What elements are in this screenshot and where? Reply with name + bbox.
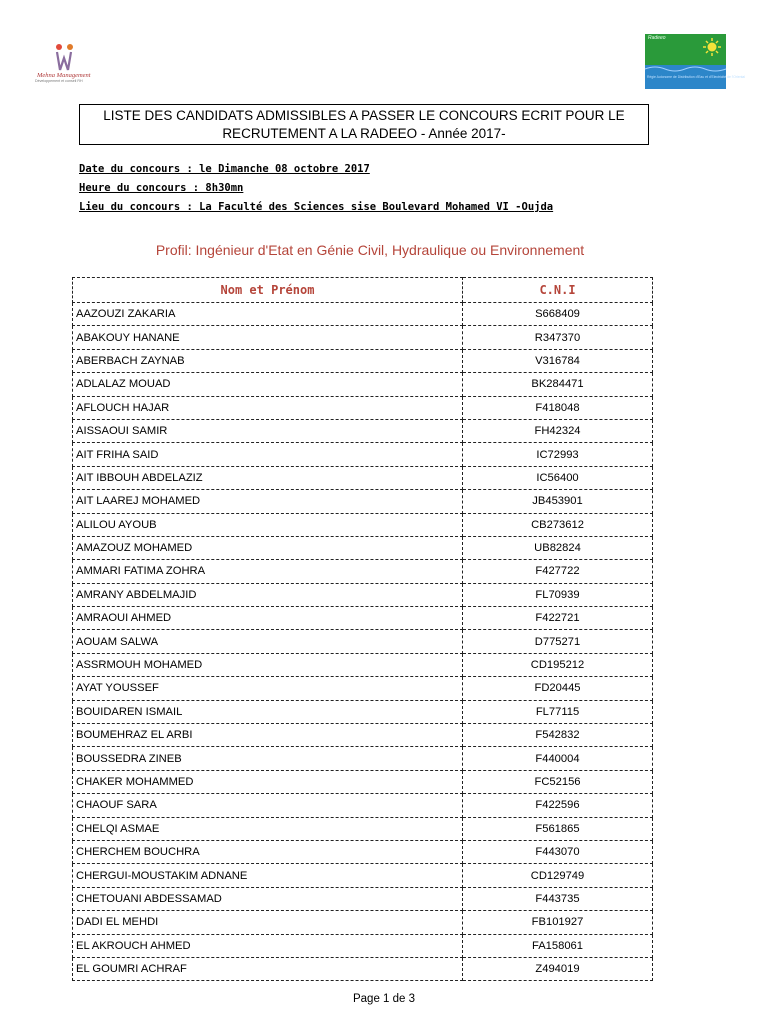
table-row — [73, 724, 653, 747]
candidate-cni: R347370 — [463, 326, 653, 349]
candidate-name: ASSRMOUH MOHAMED — [73, 653, 463, 676]
candidate-cni: FC52156 — [463, 770, 653, 793]
title-box — [79, 104, 649, 145]
figure-m-icon — [33, 42, 93, 72]
candidate-name: BOUMEHRAZ EL ARBI — [73, 724, 463, 747]
candidate-name: AIT FRIHA SAID — [73, 443, 463, 466]
candidate-name: AMRAOUI AHMED — [73, 607, 463, 630]
table-row — [73, 840, 653, 863]
table-row — [73, 887, 653, 910]
radeeo-logo — [645, 34, 746, 89]
candidate-cni: D775271 — [463, 630, 653, 653]
candidate-name: AAZOUZI ZAKARIA — [73, 303, 463, 326]
candidate-cni: Z494019 — [463, 957, 653, 980]
candidate-cni: F443735 — [463, 887, 653, 910]
candidate-name: AIT IBBOUH ABDELAZIZ — [73, 466, 463, 489]
candidate-name: CHERCHEM BOUCHRA — [73, 840, 463, 863]
candidate-cni: IC56400 — [463, 466, 653, 489]
candidate-cni: FD20445 — [463, 677, 653, 700]
candidate-name: EL GOUMRI ACHRAF — [73, 957, 463, 980]
sun-icon — [645, 34, 726, 65]
candidate-name: BOUIDAREN ISMAIL — [73, 700, 463, 723]
candidate-cni: F443070 — [463, 840, 653, 863]
table-row — [73, 466, 653, 489]
candidate-cni: F542832 — [463, 724, 653, 747]
candidate-name: CHAOUF SARA — [73, 794, 463, 817]
candidate-cni: CB273612 — [463, 513, 653, 536]
candidate-name: DADI EL MEHDI — [73, 911, 463, 934]
candidate-name: AMAZOUZ MOHAMED — [73, 536, 463, 559]
candidates-table-body — [73, 303, 653, 981]
candidate-name: AFLOUCH HAJAR — [73, 396, 463, 419]
table-row — [73, 677, 653, 700]
table-row — [73, 911, 653, 934]
candidate-name: AOUAM SALWA — [73, 630, 463, 653]
table-row — [73, 700, 653, 723]
table-row — [73, 794, 653, 817]
candidate-name: CHELQI ASMAE — [73, 817, 463, 840]
left-logo-name: Mehna Management — [37, 72, 91, 79]
header-name: Nom et Prénom — [73, 278, 463, 303]
candidate-cni: IC72993 — [463, 443, 653, 466]
candidate-name: CHAKER MOHAMMED — [73, 770, 463, 793]
candidate-cni: BK284471 — [463, 373, 653, 396]
table-header-row — [73, 278, 653, 303]
candidate-name: ALILOU AYOUB — [73, 513, 463, 536]
candidate-name: CHETOUANI ABDESSAMAD — [73, 887, 463, 910]
candidate-cni: FH42324 — [463, 419, 653, 442]
candidate-cni: JB453901 — [463, 490, 653, 513]
candidate-cni: FB101927 — [463, 911, 653, 934]
document-title: LISTE DES CANDIDATS ADMISSIBLES A PASSER LE CONCOURS ECRIT POUR LE RECRUTEMENT A LA RADEEO - Année 2017- — [103, 107, 625, 141]
table-row — [73, 560, 653, 583]
header-cni: C.N.I — [463, 278, 653, 303]
table-row — [73, 326, 653, 349]
table-row — [73, 349, 653, 372]
page-number: Page 1 de 3 — [352, 993, 416, 1005]
table-row — [73, 490, 653, 513]
candidate-cni: F440004 — [463, 747, 653, 770]
candidate-name: ABAKOUY HANANE — [73, 326, 463, 349]
table-row — [73, 419, 653, 442]
radeeo-logo-top — [645, 34, 726, 65]
candidate-name: AMRANY ABDELMAJID — [73, 583, 463, 606]
candidate-name: AISSAOUI SAMIR — [73, 419, 463, 442]
candidate-cni: F427722 — [463, 560, 653, 583]
candidate-name: ADLALAZ MOUAD — [73, 373, 463, 396]
right-logo-subtitle: Régie Autonome de Distribution d'Eau et d'Electricité de l'Oriental — [647, 75, 746, 79]
candidate-name: AYAT YOUSSEF — [73, 677, 463, 700]
table-row — [73, 513, 653, 536]
table-row — [73, 443, 653, 466]
table-row — [73, 607, 653, 630]
table-row — [73, 934, 653, 957]
candidate-name: ABERBACH ZAYNAB — [73, 349, 463, 372]
candidate-cni: F561865 — [463, 817, 653, 840]
candidate-name: AIT LAAREJ MOHAMED — [73, 490, 463, 513]
table-row — [73, 536, 653, 559]
candidate-cni: CD129749 — [463, 864, 653, 887]
candidate-name: CHERGUI-MOUSTAKIM ADNANE — [73, 864, 463, 887]
exam-time: Heure du concours : 8h30mn — [79, 182, 244, 194]
candidate-cni: FL70939 — [463, 583, 653, 606]
candidate-name: BOUSSEDRA ZINEB — [73, 747, 463, 770]
profile-heading: Profil: Ingénieur d'Etat en Génie Civil, Hydraulique ou Environnement — [155, 242, 585, 258]
table-row — [73, 396, 653, 419]
exam-place: Lieu du concours : La Faculté des Sciences sise Boulevard Mohamed VI -Oujda — [79, 201, 554, 213]
candidate-cni: F422596 — [463, 794, 653, 817]
candidate-name: EL AKROUCH AHMED — [73, 934, 463, 957]
candidate-name: AMMARI FATIMA ZOHRA — [73, 560, 463, 583]
table-row — [73, 373, 653, 396]
candidate-cni: CD195212 — [463, 653, 653, 676]
candidate-cni: V316784 — [463, 349, 653, 372]
table-row — [73, 957, 653, 980]
mehna-management-logo — [33, 42, 115, 88]
candidate-cni: FA158061 — [463, 934, 653, 957]
right-logo-name: Radeeo — [648, 35, 666, 41]
table-row — [73, 864, 653, 887]
candidate-cni: F422721 — [463, 607, 653, 630]
candidate-cni: UB82824 — [463, 536, 653, 559]
exam-date: Date du concours : le Dimanche 08 octobre 2017 — [79, 163, 370, 175]
table-row — [73, 630, 653, 653]
candidate-cni: S668409 — [463, 303, 653, 326]
table-row — [73, 817, 653, 840]
table-row — [73, 303, 653, 326]
table-row — [73, 653, 653, 676]
table-row — [73, 747, 653, 770]
candidate-cni: F418048 — [463, 396, 653, 419]
table-row — [73, 770, 653, 793]
candidate-cni: FL77115 — [463, 700, 653, 723]
table-row — [73, 583, 653, 606]
left-logo-tagline: Développement et conseil RH — [35, 79, 83, 83]
candidates-table — [72, 277, 653, 981]
